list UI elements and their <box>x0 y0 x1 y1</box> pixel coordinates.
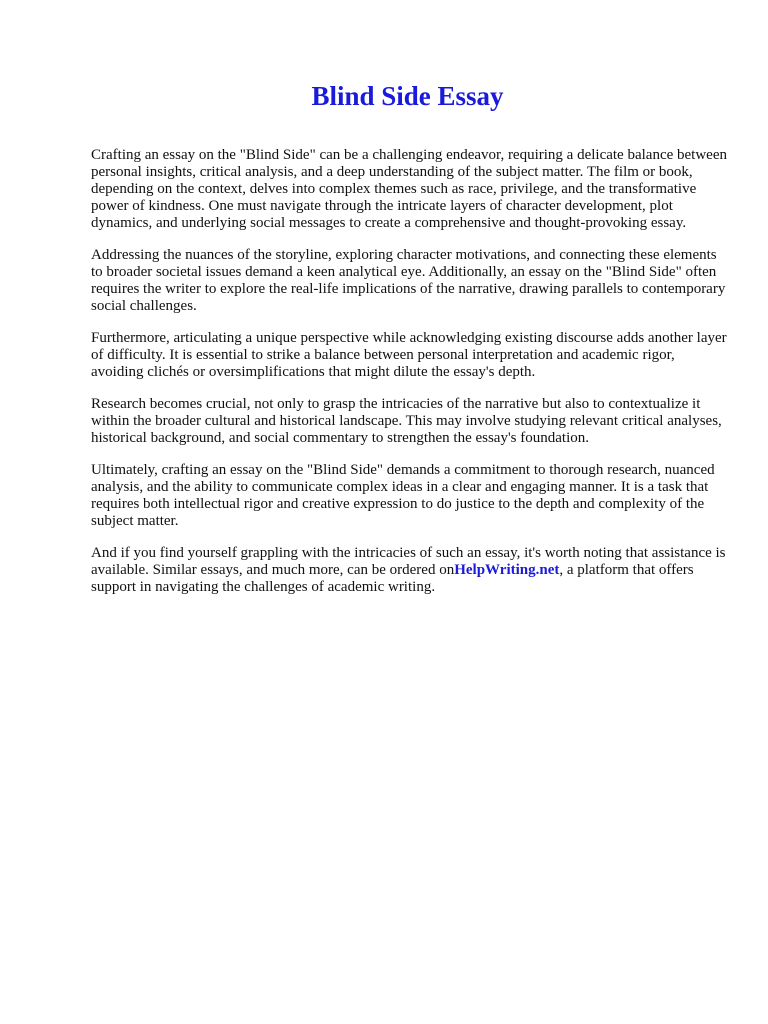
closing-paragraph <box>91 545 729 596</box>
paragraph-1: Crafting an essay on the "Blind Side" can be a challenging endeavor, requiring a delicate balance between personal insights, critical analysis, and a deep understanding of the subject matter. The film or book, depending on the context, delves into complex themes such as race, privilege, and the transformative power of kindness. One must navigate through the intricate layers of character development, plot dynamics, and underlying social messages to create a comprehensive and thought-provoking essay. <box>91 147 727 231</box>
page-title: Blind Side Essay <box>311 81 504 111</box>
essay-body <box>91 147 729 611</box>
paragraph-2: Addressing the nuances of the storyline, exploring character motivations, and connecting these elements to broader societal issues demand a keen analytical eye. Additionally, an essay on the "Blind Side" often requires the writer to explore the real-life implications of the narrative, drawing parallels to contemporary social challenges. <box>91 247 726 314</box>
paragraph-4: Research becomes crucial, not only to grasp the intricacies of the narrative but also to contextualize it within the broader cultural and historical landscape. This may involve studying relevant critical analyses, historical background, and social commentary to strengthen the essay's foundation. <box>91 396 722 446</box>
closing-text-before-link: And if you find yourself grappling with the intricacies of such an essay, it's worth noting that assistance is available. Similar essays, and much more, can be ordered on <box>91 545 726 578</box>
closing-text-after-link: , a platform that offers support in navigating the challenges of academic writing. <box>91 562 694 595</box>
paragraph-3: Furthermore, articulating a unique perspective while acknowledging existing discourse adds another layer of difficulty. It is essential to strike a balance between personal interpretation and academic rigor, avoiding clichés or oversimplifications that might dilute the essay's depth. <box>91 330 727 380</box>
paragraph-5: Ultimately, crafting an essay on the "Blind Side" demands a commitment to thorough research, nuanced analysis, and the ability to communicate complex ideas in a clear and engaging manner. It is a task that requires both intellectual rigor and creative expression to do justice to the depth and complexity of the subject matter. <box>91 462 715 529</box>
helpwriting-link[interactable]: HelpWriting.net <box>454 562 560 578</box>
